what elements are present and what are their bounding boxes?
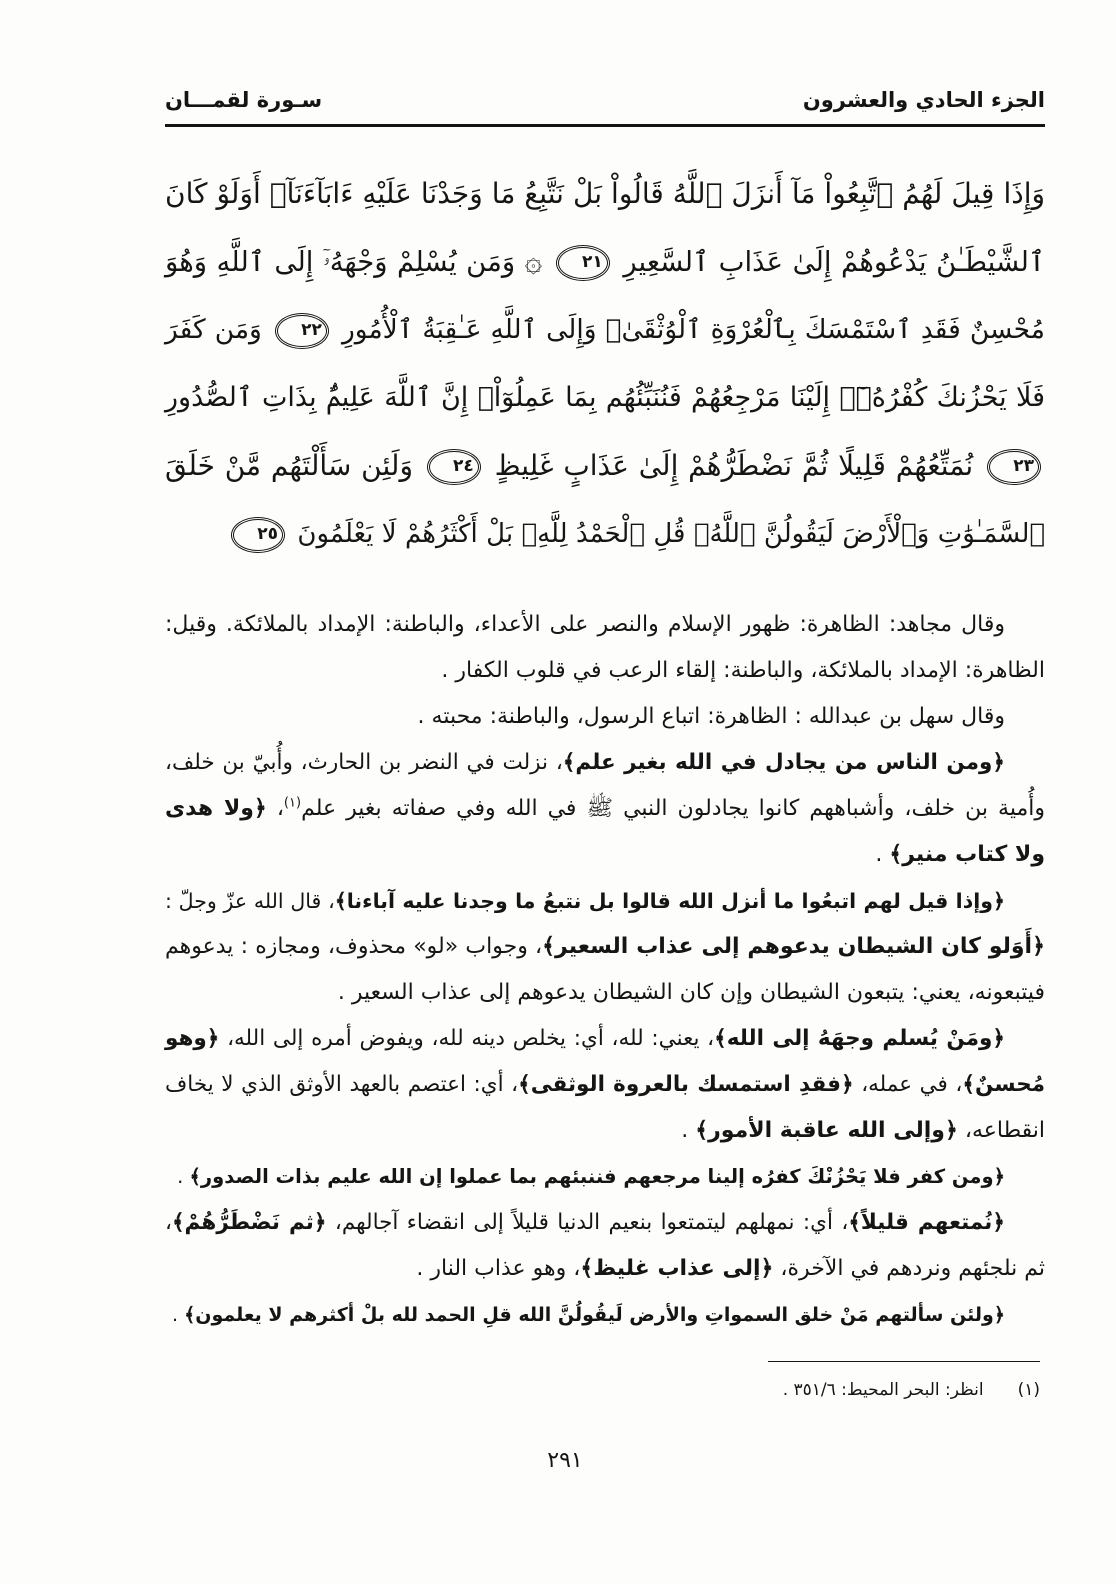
quran-quote: ﴿ولا هدى: [165, 796, 267, 821]
commentary-line: [165, 1108, 1045, 1154]
quran-quote: ﴿إلى عذاب غليظ﴾: [580, 1256, 774, 1281]
commentary: [165, 602, 1045, 1338]
quran-quote: ﴿وهو: [165, 1026, 220, 1051]
text-segment: .: [177, 1165, 190, 1188]
text-segment: ، يعني: لله، أي: يخلص دينه لله، ويفوض أمره إلى الله،: [219, 1026, 715, 1051]
quran-quote: ﴿أَوَلو كان الشيطان يدعوهم إلى عذاب السعير﴾: [542, 934, 1045, 959]
footnote-text: انظر: البحر المحيط: ٣٥١/٦ .: [782, 1380, 984, 1400]
verse-number-marker: ٢٤: [427, 449, 481, 485]
verse-number-marker: ٢٢: [275, 313, 329, 349]
quran-line-2: [165, 228, 1045, 296]
quran-quote: ﴿ومن كفر فلا يَحْزُنْكَ كفرُه إلينا مرجعهم فننبئهم بما عملوا إن الله عليم بذات الصدور﴾: [189, 1165, 1005, 1188]
running-header: [165, 82, 1045, 118]
quran-quote: ﴿نُمتعهم قليلاً﴾: [848, 1210, 1005, 1235]
commentary-line: [165, 602, 1045, 648]
quran-line-4: [165, 364, 1045, 432]
commentary-line: [165, 786, 1045, 832]
commentary-line: [165, 1200, 1045, 1246]
text-segment: ،: [266, 796, 284, 821]
text-segment: .: [681, 1118, 696, 1143]
quran-line-6: [165, 500, 1045, 568]
text-segment: فيتبعونه، يعني: يتبعون الشيطان وإن كان الشيطان يدعوهم إلى عذاب السعير .: [337, 980, 1045, 1005]
quran-text: ٱلسَّمَـٰوَٰتِ وَٱلْأَرْضَ لَيَقُولُنَّ ٱللَّهُۚ قُلِ ٱلْحَمْدُ لِلَّهِۚ بَلْ أَكْثَرُهُمْ لَا يَعْلَمُونَ: [297, 519, 1046, 549]
quran-quote: ﴿ومن الناس من يجادل في الله بغير علم﴾: [562, 750, 1005, 775]
text-segment: وقال مجاهد: الظاهرة: ظهور الإسلام والنصر على الأعداء، والباطنة: الإمداد بالملائكة. وقيل:: [165, 612, 1005, 637]
text-segment: .: [875, 842, 890, 867]
quran-text: ٱلشَّيْطَـٰنُ يَدْعُوهُمْ إِلَىٰ عَذَابِ ٱلسَّعِيرِ: [623, 246, 1045, 278]
commentary-line: [165, 1154, 1045, 1200]
commentary-line: [165, 1246, 1045, 1292]
header-rule: [165, 124, 1045, 127]
footnote: [440, 1375, 1040, 1405]
commentary-line: [165, 1292, 1045, 1338]
surah-title: سـورة لقمـــان: [165, 88, 323, 112]
text-segment: انقطاعه،: [957, 1118, 1045, 1143]
commentary-line: [165, 694, 1045, 740]
quran-text: نُمَتِّعُهُمْ قَلِيلًا ثُمَّ نَضْطَرُّهُمْ إِلَىٰ عَذَابٍ غَلِيظٍ: [494, 449, 974, 482]
commentary-line: [165, 970, 1045, 1016]
text-segment: ثم نلجئهم ونردهم في الآخرة،: [773, 1256, 1045, 1281]
commentary-line: [165, 878, 1045, 924]
text-segment: ، في عمله،: [853, 1072, 963, 1097]
quran-line-1: [165, 160, 1045, 228]
text-segment: .: [172, 1304, 185, 1326]
part-label: الجزء الحادي والعشرون: [802, 88, 1045, 112]
quran-text: وَإِذَا قِيلَ لَهُمُ ٱتَّبِعُواْ مَآ أَنزَلَ ٱللَّهُ قَالُواْ بَلْ نَتَّبِعُ مَا وَجَدْنَا عَلَيْهِ ءَابَآءَنَآۚ أَوَلَوْ كَانَ: [165, 177, 1045, 210]
quran-quote: ﴿فقدِ استمسك بالعروة الوثقى﴾: [518, 1072, 854, 1097]
quran-line-3: [165, 296, 1045, 364]
quran-text: وَلَئِن سَأَلْتَهُم مَّنْ خَلَقَ: [165, 449, 413, 482]
text-segment: ، قال الله عزّ وجلّ :: [165, 889, 335, 913]
text-segment: ، أي: نمهلهم ليتمتعوا بنعيم الدنيا قليلاً إلى انقضاء آجالهم،: [326, 1210, 849, 1235]
quran-quote: ﴿وإلى الله عاقبة الأمور﴾: [695, 1118, 958, 1143]
verse-number-marker: ٢١: [556, 245, 610, 281]
quran-block: [165, 160, 1045, 568]
commentary-line: [165, 832, 1045, 878]
text-segment: ،: [165, 1210, 172, 1235]
text-segment: وقال سهل بن عبدالله : الظاهرة: اتباع الرسول، والباطنة: محبته .: [417, 704, 1005, 729]
commentary-line: [165, 1016, 1045, 1062]
quran-quote: ﴿ومَنْ يُسلم وجهَهُ إلى الله﴾: [714, 1026, 1005, 1051]
rub-el-hizb-mark: ۞: [524, 244, 543, 279]
verse-number-marker: ٢٥: [231, 517, 285, 553]
footnote-rule: [768, 1361, 1040, 1362]
commentary-line: [165, 648, 1045, 694]
quran-quote: مُحسنٌ﴾: [962, 1072, 1046, 1097]
text-segment: ، وهو عذاب النار .: [416, 1256, 581, 1281]
page-number: ٢٩١: [547, 1448, 583, 1473]
commentary-line: [165, 740, 1045, 786]
quran-quote: ولا كتاب منير﴾: [889, 842, 1045, 867]
quran-text: مُحْسِنٌ فَقَدِ ٱسْتَمْسَكَ بِٱلْعُرْوَةِ ٱلْوُثْقَىٰۗ وَإِلَى ٱللَّهِ عَـٰقِبَةُ ٱلْأُمُورِ: [341, 314, 1045, 345]
text-segment: الظاهرة: الإمداد بالملائكة، والباطنة: إلقاء الرعب في قلوب الكفار .: [441, 658, 1045, 683]
text-segment: وأُمية بن خلف، وأشباههم كانوا يجادلون النبي ﷺ في الله وفي صفاته بغير علم: [301, 796, 1046, 821]
quran-text: وَمَن يُسْلِمْ وَجْهَهُۥٓ إِلَى ٱللَّهِ وَهُوَ: [165, 246, 516, 278]
footnote-reference: (١): [283, 795, 302, 811]
quran-line-5: [165, 432, 1045, 500]
quran-text: فَلَا يَحْزُنكَ كُفْرُهُۥٓۚ إِلَيْنَا مَرْجِعُهُمْ فَنُنَبِّئُهُم بِمَا عَمِلُوٓاْۚ إِنَّ ٱللَّهَ عَلِيمٌۢ بِذَاتِ ٱلصُّدُورِ: [165, 382, 1045, 413]
book-page: [165, 0, 1045, 1584]
commentary-line: [165, 924, 1045, 970]
text-segment: ، أي: اعتصم بالعهد الأوثق الذي لا يخاف: [165, 1072, 519, 1097]
commentary-line: [165, 1062, 1045, 1108]
quran-text: وَمَن كَفَرَ: [165, 314, 262, 345]
verse-number-marker: ٢٣: [987, 449, 1041, 485]
text-segment: ، نزلت في النضر بن الحارث، وأُبيّ بن خلف،: [165, 750, 563, 775]
quran-quote: ﴿وإذا قيل لهم اتبعُوا ما أنزل الله قالوا بل نتبعُ ما وجدنا عليه آباءنا﴾: [334, 889, 1005, 913]
footnote-number: (١): [1017, 1380, 1040, 1400]
quran-quote: ﴿ثم نَضْطَرُّهُمْ﴾: [171, 1210, 327, 1235]
quran-quote: ﴿ولئن سألتهم مَنْ خلق السمواتِ والأرض لَيقُولُنَّ الله قلِ الحمد لله بلْ أكثرهم لا يعلمون﴾: [184, 1304, 1005, 1326]
text-segment: ، وجواب «لو» محذوف، ومجازه : يدعوهم: [165, 934, 543, 959]
